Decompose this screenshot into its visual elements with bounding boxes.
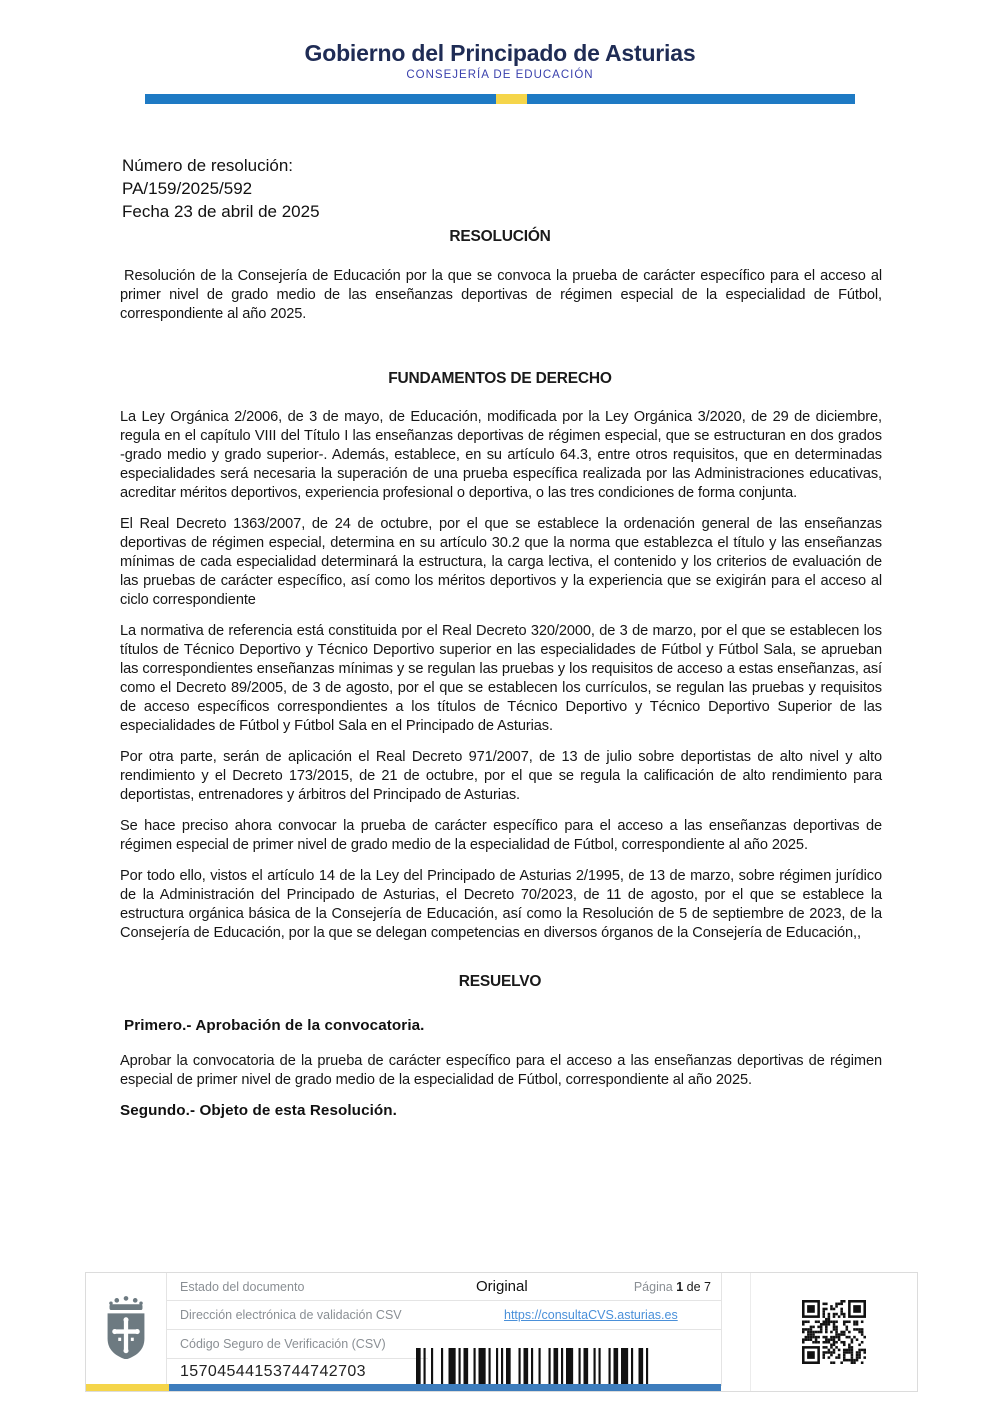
footer-logo-cell (86, 1273, 167, 1386)
resolution-date: Fecha 23 de abril de 2025 (122, 202, 320, 221)
footer-color-bars (86, 1384, 721, 1391)
footer-bar-yellow (86, 1384, 169, 1391)
clause-primero-heading: Primero.- Aprobación de la convocatoria. (124, 1017, 425, 1034)
document-header (0, 0, 1000, 104)
header-rule-bar (145, 94, 855, 104)
clause-segundo-heading: Segundo.- Objeto de esta Resolución. (120, 1102, 398, 1119)
csv-label: Código Seguro de Verificación (CSV) (180, 1337, 386, 1351)
footer-row-validation (166, 1301, 721, 1330)
validation-footer (85, 1272, 918, 1392)
footer-row-estado (166, 1273, 721, 1301)
paragraph-real-decreto-971: Por otra parte, serán de aplicación el Real Decreto 971/2007, de 13 de julio sobre deportistas de alto nivel y alto rendimiento y el Decreto 173/2015, de 21 de octubre, por el que se regula la calificación de alto rendimiento para deportistas, entrenadores y árbitros del Principado de Asturias. (120, 749, 882, 803)
page-indicator (634, 1280, 711, 1294)
paragraph-primero-body: Aprobar la convocatoria de la prueba de carácter específico para el acceso a las enseñanzas deportivas de régimen especial de primer nivel de grado medio de la especialidad de Fútbol, correspondiente al año 2025. (120, 1053, 882, 1088)
csv-value: 15704544153744742703 (180, 1362, 366, 1380)
page-number: 1 (676, 1279, 684, 1294)
estado-value: Original (476, 1278, 528, 1295)
validation-label: Dirección electrónica de validación CSV (180, 1308, 402, 1322)
paragraph-real-decreto-1363: El Real Decreto 1363/2007, de 24 de octubre, por el que se establece la ordenación general de las enseñanzas deportivas de régimen especial, determina en su artículo 30.2 que la norma que establezca el título y las enseñanzas mínimas de cada especialidad determinará la estructura, la carga lectiva, el contenido y los criterios de evaluación de las pruebas de carácter específico, así como los méritos deportivos y la experiencia que se exigirán para el acceso al ciclo correspondiente (120, 516, 882, 608)
csv-row-divider (166, 1358, 428, 1359)
csv-validation-link[interactable]: https://consultaCVS.asturias.es (504, 1308, 678, 1322)
gov-subtitle: CONSEJERÍA DE EDUCACIÓN (406, 69, 594, 81)
heading-fundamentos-de-derecho: FUNDAMENTOS DE DERECHO (388, 370, 612, 387)
asturias-coat-of-arms-icon (103, 1295, 149, 1364)
resolution-info-block (122, 154, 1000, 223)
header-rule-yellow-segment (496, 94, 527, 104)
paragraph-intro: Resolución de la Consejería de Educación por la que se convoca la prueba de carácter específico para el acceso al primer nivel de grado medio de las enseñanzas deportivas de régimen especial de la especialidad de Fútbol, correspondiente al año 2025. (120, 268, 882, 322)
heading-resuelvo: RESUELVO (458, 973, 542, 990)
estado-label: Estado del documento (180, 1279, 305, 1294)
csv-barcode (416, 1348, 656, 1384)
paragraph-por-todo-ello: Por todo ello, vistos el artículo 14 de la Ley del Principado de Asturias 2/1995, de 13 de marzo, sobre régimen jurídico de la Administración del Principado de Asturias, el Decreto 70/2023, de 11 de agosto, por el que se establece la estructura orgánica básica de la Consejería de Educación, así como la Resolución de 5 de septiembre de 2023, de la Consejería de Educación, por la que se delegan competencias en diversos órganos de la Consejería de Educación,, (120, 868, 882, 941)
resolution-number-label: Número de resolución: (122, 156, 294, 175)
paragraph-ley-organica: La Ley Orgánica 2/2006, de 3 de mayo, de Educación, modificada por la Ley Orgánica 3/2020, de 29 de diciembre, regula en el capítulo VIII del Título I las enseñanzas deportivas de régimen especial, que se estructuran en dos grados -grado medio y grado superior-. Además, establece, en su artículo 64.3, entre otros requisitos, que en determinadas especialidades será necesaria la superación de una prueba específica realizada por las Administraciones educativas, acreditar méritos deportivos, experiencia profesional o deportiva, o las tres condiciones de forma conjunta. (120, 409, 882, 501)
qr-code (750, 1273, 918, 1391)
gov-title: Gobierno del Principado de Asturias (304, 40, 696, 66)
paragraph-se-hace-preciso: Se hace preciso ahora convocar la prueba de carácter específico para el acceso a las enseñanzas deportivas de régimen especial de primer nivel de grado medio de la especialidad de Fútbol, correspondiente al año 2025. (120, 818, 882, 853)
heading-resolucion: RESOLUCIÓN (449, 228, 551, 245)
page-prefix: Página (633, 1279, 677, 1294)
resolution-number-value: PA/159/2025/592 (122, 179, 253, 198)
footer-bar-blue (169, 1384, 721, 1391)
footer-divider-right (721, 1273, 722, 1386)
page-suffix: de 7 (683, 1279, 711, 1294)
paragraph-normativa-referencia: La normativa de referencia está constituida por el Real Decreto 320/2000, de 3 de marzo, por el que se establecen los títulos de Técnico Deportivo y Técnico Deportivo superior en las especialidades de Fútbol y Fútbol Sala, se aprueban las correspondientes enseñanzas mínimas y se regulan las pruebas y los requisitos de acceso a estas enseñanzas, así como el Decreto 89/2005, de 3 de agosto, por el que se establecen los currículos, se regulan las pruebas y requisitos de acceso específicos correspondientes a los títulos de Técnico Deportivo y Técnico Deportivo Superior de las especialidades de Fútbol y Fútbol Sala en el Principado de Asturias. (120, 623, 882, 734)
